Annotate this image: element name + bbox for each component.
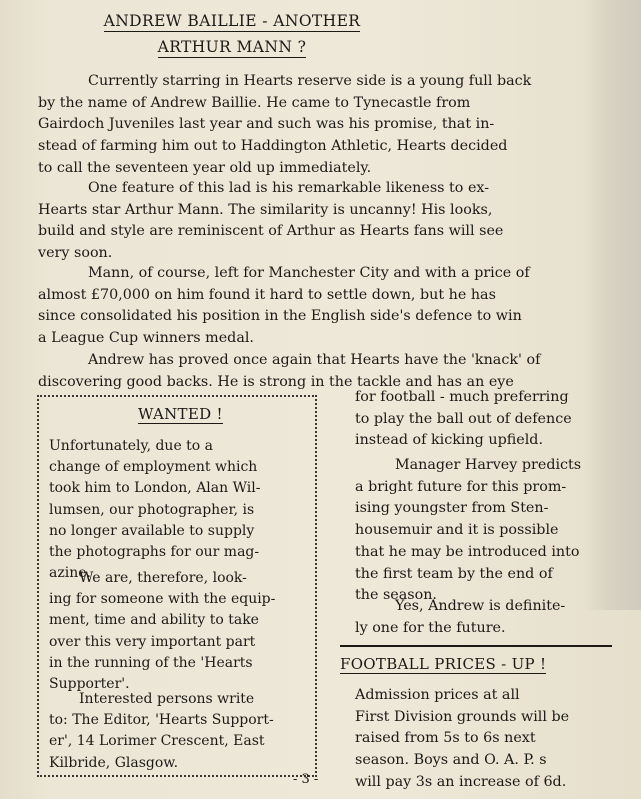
article-right-paragraph-1: for football - much preferring to play the ball out of defence instead of kicking upfield. — [355, 389, 572, 449]
article-title-line1: ANDREW BAILLIE - ANOTHER — [103, 12, 361, 30]
wanted-paragraph-2: We are, therefore, look- ing for someone with the equip- ment, time and ability to take over this very important part in the running of the 'Hearts Supporter'. — [49, 570, 276, 693]
section-divider — [340, 645, 612, 647]
article-right-paragraph-2: Manager Harvey predicts a bright future for this prom- ising youngster from Sten- housemuir and it is possible that he may be introduced into the first team by the end of the season. — [355, 457, 582, 604]
page-number: - 3 - — [293, 772, 319, 787]
article-title-line2: ARTHUR MANN ? — [157, 38, 307, 56]
wanted-title: WANTED ! — [138, 405, 223, 423]
article-paragraph-1: Currently starring in Hearts reserve side is a young full back by the name of Andrew Baillie. He came to Tynecastle from Gairdoch Juveniles last year and such was his promise, that in- stead of farming him out to Haddington Athletic, Hearts decided to call the seventeen year old up immediately. — [38, 73, 532, 176]
wanted-paragraph-3: Interested persons write to: The Editor, 'Hearts Support- er', 14 Lorimer Crescent, East Kilbride, Glasgow. — [49, 691, 274, 771]
article-paragraph-4: Andrew has proved once again that Hearts have the 'knack' of discovering good backs. He is strong in the tackle and has an eye — [38, 352, 541, 390]
wanted-paragraph-1: Unfortunately, due to a change of employment which took him to London, Alan Wil- lumsen, our photographer, is no longer available to supply the photographs for our mag- azine. — [49, 438, 261, 582]
prices-paragraph: Admission prices at all First Division grounds will be raised from 5s to 6s next season. Boys and O. A. P. s will pay 3s an increase of 6d. — [355, 687, 570, 790]
prices-title: FOOTBALL PRICES - UP ! — [340, 655, 547, 673]
article-right-paragraph-3: Yes, Andrew is definite- ly one for the future. — [355, 598, 566, 636]
article-paragraph-2: One feature of this lad is his remarkable likeness to ex- Hearts star Arthur Mann. The similarity is uncanny! His looks, build and style are reminiscent of Arthur as Hearts fans will see very soon. — [38, 180, 504, 262]
article-paragraph-3: Mann, of course, left for Manchester City and with a price of almost £70,000 on him found it hard to settle down, but he has since consolidated his position in the English side's defence to win a League Cup winners medal. — [38, 265, 530, 347]
